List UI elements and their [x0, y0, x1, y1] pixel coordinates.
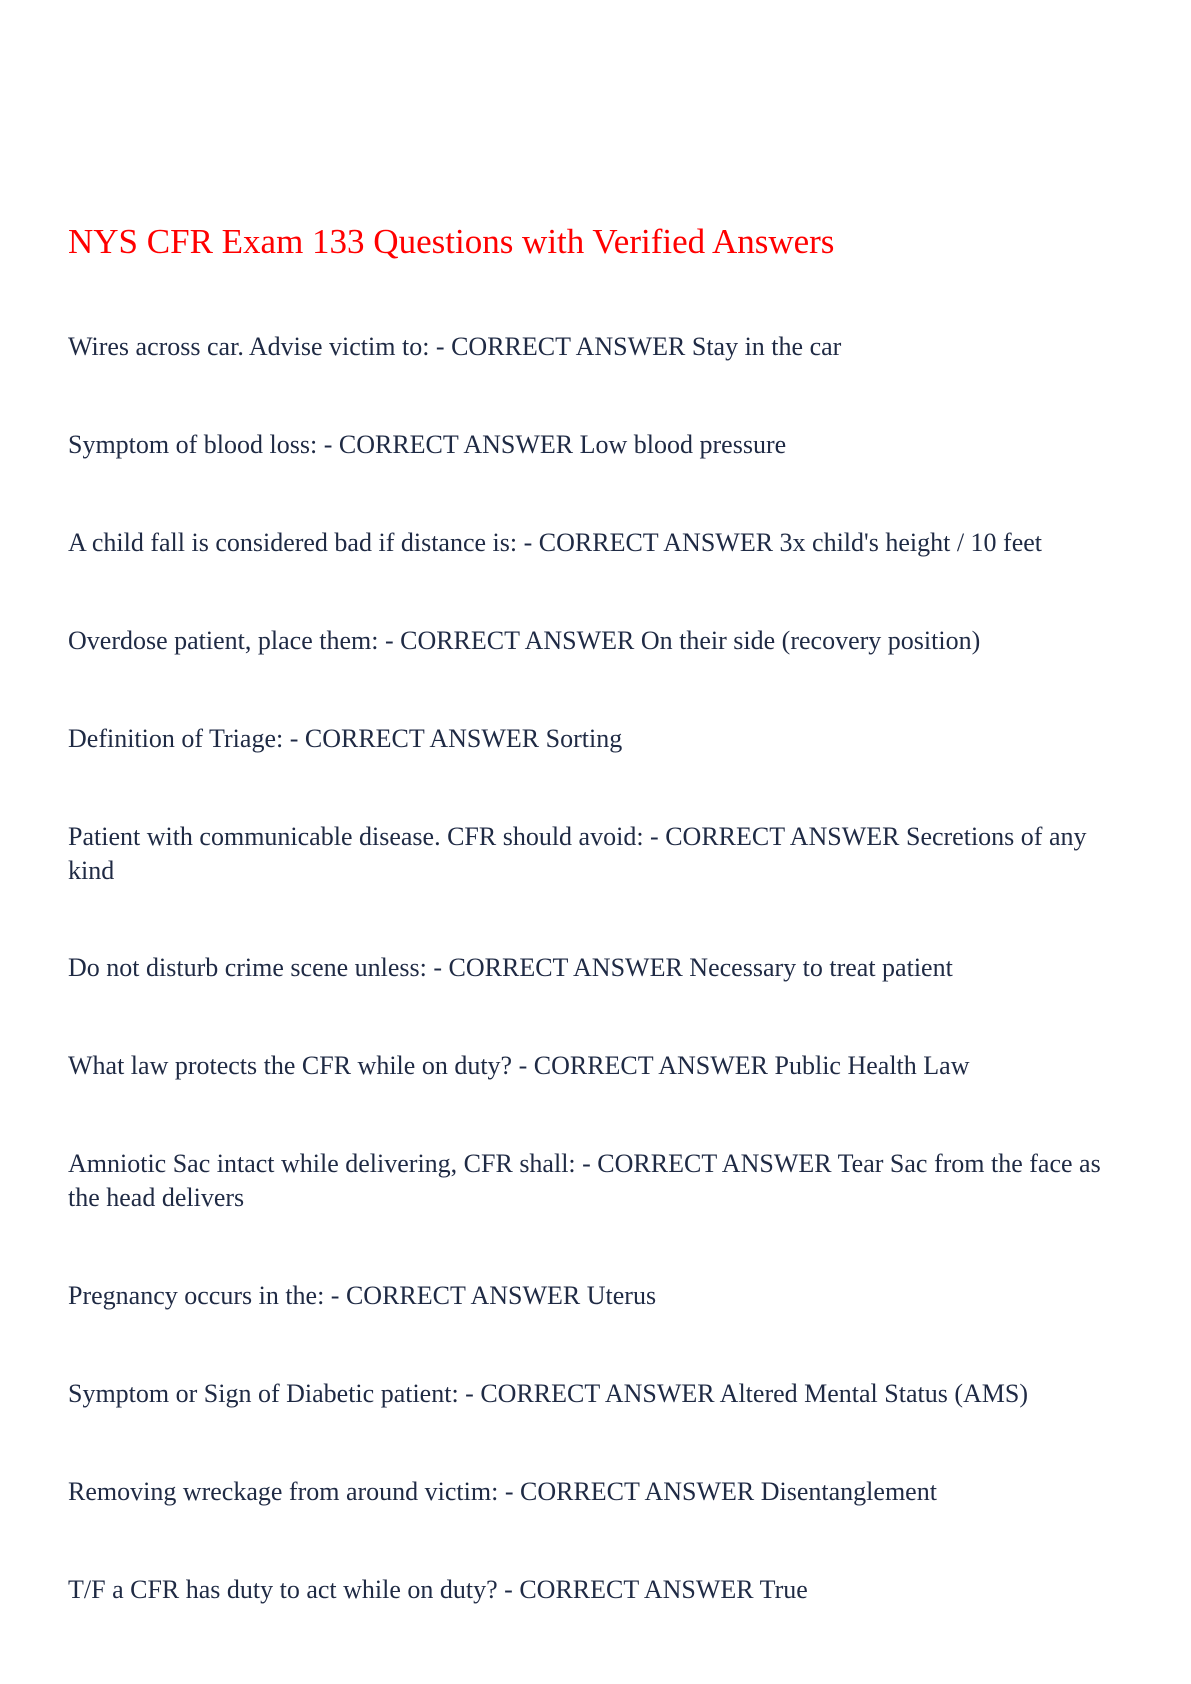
- qa-item: Wires across car. Advise victim to: - CORRECT ANSWER Stay in the car: [68, 332, 842, 361]
- qa-item: A child fall is considered bad if distance is: - CORRECT ANSWER 3x child's height / 10 feet: [68, 528, 1043, 557]
- qa-item: Pregnancy occurs in the: - CORRECT ANSWER Uterus: [68, 1281, 657, 1310]
- qa-item: Patient with communicable disease. CFR should avoid: - CORRECT ANSWER Secretions of any kind: [68, 822, 1087, 885]
- document-title: NYS CFR Exam 133 Questions with Verified Answers: [68, 222, 835, 261]
- qa-item: What law protects the CFR while on duty? - CORRECT ANSWER Public Health Law: [68, 1051, 970, 1080]
- qa-item: Symptom or Sign of Diabetic patient: - CORRECT ANSWER Altered Mental Status (AMS): [68, 1379, 1029, 1408]
- qa-item: T/F a CFR has duty to act while on duty? - CORRECT ANSWER True: [68, 1575, 808, 1604]
- qa-item: Overdose patient, place them: - CORRECT ANSWER On their side (recovery position): [68, 626, 981, 655]
- qa-item: Removing wreckage from around victim: - CORRECT ANSWER Disentanglement: [68, 1477, 937, 1506]
- qa-item: Symptom of blood loss: - CORRECT ANSWER Low blood pressure: [68, 430, 787, 459]
- qa-item: Amniotic Sac intact while delivering, CFR shall: - CORRECT ANSWER Tear Sac from the face as the head delivers: [68, 1149, 1101, 1212]
- qa-item: Definition of Triage: - CORRECT ANSWER Sorting: [68, 724, 623, 753]
- qa-item: Do not disturb crime scene unless: - CORRECT ANSWER Necessary to treat patient: [68, 953, 953, 982]
